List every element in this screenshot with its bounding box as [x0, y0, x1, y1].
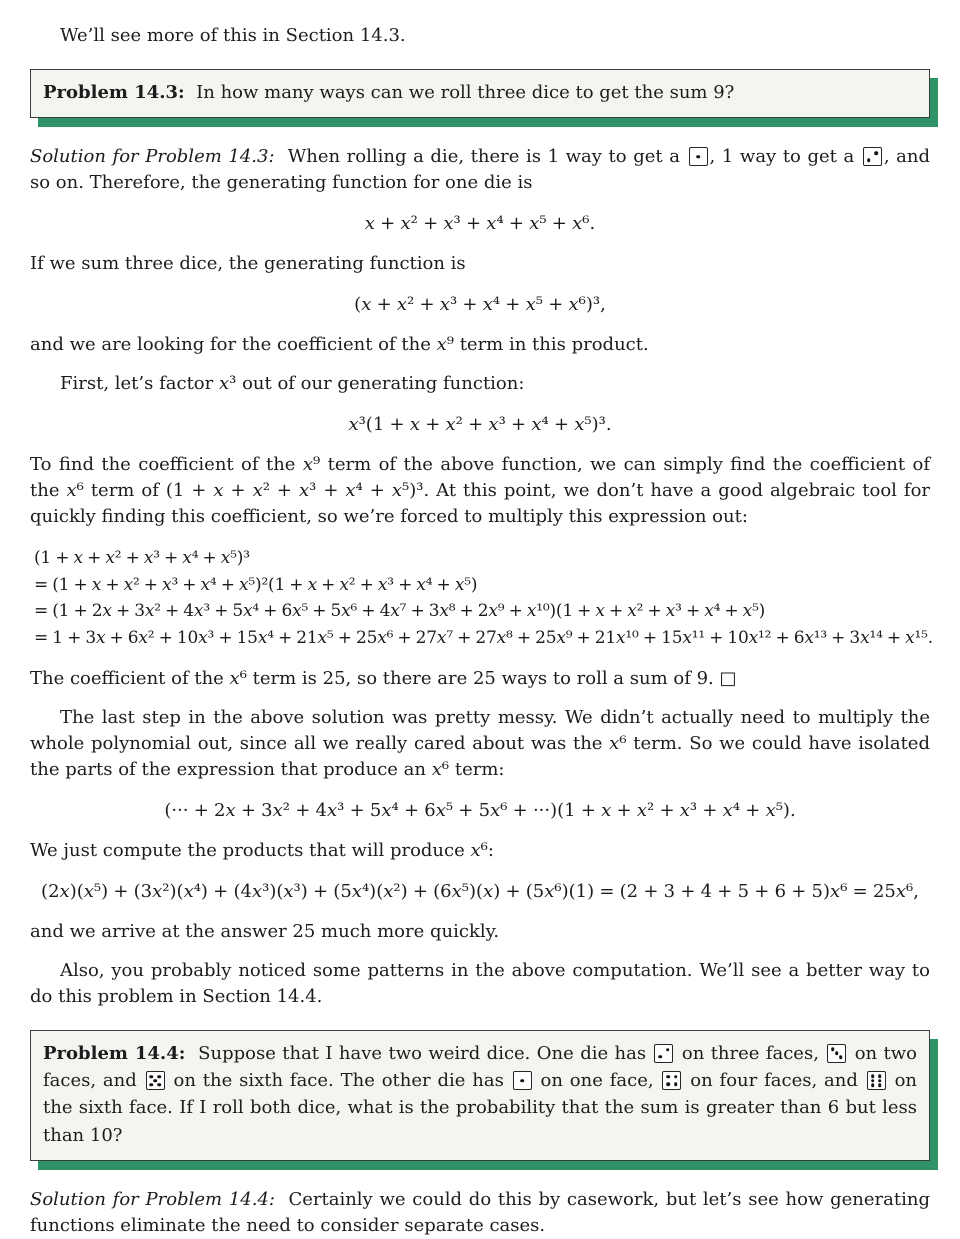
solution-label: Solution for Problem 14.3: [30, 146, 275, 168]
text-run: term of the above function, we can simply find the coefficient of the [30, 454, 930, 502]
die-pip [658, 1055, 662, 1059]
text-run: on two faces, and [43, 1042, 918, 1092]
die-pip [835, 1051, 839, 1055]
problem-14-3-box [30, 69, 930, 118]
paragraph-coefficient-25 [30, 666, 930, 692]
die-pip [153, 1079, 157, 1083]
die-6-icon [867, 1071, 886, 1090]
die-pip [839, 1056, 843, 1060]
die-pip [878, 1074, 882, 1078]
formula-products-x6: (2x)(x⁵) + (3x²)(x⁴) + (4x³)(x³) + (5x⁴)(x²) + (6x⁵)(x) + (5x⁶)(1) = (2 + 3 + 4 + 5 + 6 + 5)x⁶ = 25x⁶, [41, 880, 919, 902]
paragraph-messy-step [30, 705, 930, 783]
text-run: term in this product. [453, 334, 649, 356]
paragraph-patterns [30, 958, 930, 1010]
text-run: : [487, 839, 494, 861]
inline-math: x⁹ [302, 454, 321, 476]
die-pip [666, 1075, 670, 1079]
die-pip [674, 1083, 678, 1087]
die-4-icon [662, 1071, 681, 1090]
die-pip [149, 1083, 153, 1087]
equation-line: = (1 + 2x + 3x² + 4x³ + 5x⁴ + 6x⁵ + 5x⁶ + 4x⁷ + 3x⁸ + 2x⁹ + x¹⁰)(1 + x + x² + x³ + x⁴ + x⁵) [34, 601, 766, 622]
text-run: First, let’s factor [60, 373, 219, 395]
text-run: The coefficient of the [30, 668, 230, 690]
text-run: on one face, [533, 1070, 661, 1092]
die-pip [157, 1075, 161, 1079]
solution-14-3-paragraph [30, 144, 930, 196]
equation-line: = (1 + x + x² + x³ + x⁴ + x⁵)²(1 + x + x² + x³ + x⁴ + x⁵) [34, 574, 478, 595]
formula-factored-gf: x³(1 + x + x² + x³ + x⁴ + x⁵)³. [348, 414, 612, 436]
inline-math: x³ [218, 373, 237, 395]
equation-line: = 1 + 3x + 6x² + 10x³ + 15x⁴ + 21x⁵ + 25x⁶ + 27x⁷ + 27x⁸ + 25x⁹ + 21x¹⁰ + 15x¹¹ + 10x¹² + 6x¹³ + 3x¹⁴ + x¹⁵. [34, 627, 933, 648]
die-pip [831, 1047, 835, 1051]
text-run: term. So we could have isolated the parts of the expression that produce an [30, 732, 930, 780]
die-2-icon [654, 1044, 673, 1063]
die-pip [871, 1079, 875, 1083]
inline-math: x⁹ [436, 334, 454, 356]
text-run: and we arrive at the answer 25 much more quickly. [30, 921, 500, 943]
paragraph-coefficient-x9 [30, 332, 930, 358]
text-run: and we are looking for the coefficient of the [30, 334, 437, 356]
die-pip [874, 152, 878, 156]
die-pip [871, 1083, 875, 1087]
inline-math: x⁶ [470, 839, 488, 861]
solution-14-4-paragraph [30, 1187, 930, 1239]
problem-statement [43, 1040, 917, 1149]
paragraph-factor-x3 [30, 371, 930, 397]
die-pip [666, 1048, 670, 1052]
paragraph-find-coefficient [30, 452, 930, 530]
text-run: on the sixth face. The other die has [166, 1070, 511, 1092]
paragraph-compute-products [30, 838, 930, 864]
text-run: on the sixth face. If I roll both dice, what is the probability that the sum is greater than 6 but less than 10? [43, 1070, 917, 1146]
solution-label: Solution for Problem 14.4: [30, 1189, 275, 1211]
paragraph-answer-25 [30, 919, 930, 945]
problem-label: Problem 14.3: [43, 81, 185, 103]
text-run: We just compute the products that will produce [30, 839, 471, 861]
die-pip [696, 155, 700, 159]
die-pip [149, 1075, 153, 1079]
text-run: term is 25, so there are 25 ways to roll a sum of 9. □ [246, 668, 737, 690]
die-3-icon [827, 1044, 846, 1063]
equation-expansion-block [34, 545, 933, 651]
die-pip [520, 1079, 524, 1083]
intro-paragraph [30, 23, 930, 49]
text-run: , and so on. Therefore, the generating function for one die is [30, 146, 930, 194]
text-run: out of our generating function: [236, 373, 525, 395]
text-run: The last step in the above solution was pretty messy. We didn’t actually need to multiply the whole polynomial out, since all we really cared about was the [30, 707, 930, 754]
problem-14-4-box [30, 1030, 930, 1161]
problem-statement [43, 79, 917, 106]
text-run: To find the coefficient of the [30, 454, 303, 476]
formula-one-die-gf: x + x² + x³ + x⁴ + x⁵ + x⁶. [364, 213, 596, 235]
die-pip [878, 1079, 882, 1083]
die-pip [674, 1075, 678, 1079]
text-run: Certainly we could do this by casework, but let’s see how generating functions eliminate the need to consider separate cases. [30, 1189, 930, 1237]
text-run: , 1 way to get a [709, 146, 861, 168]
text-run: Suppose that I have two weird dice. One die has [185, 1042, 653, 1064]
paragraph-sum-three-dice [30, 251, 930, 277]
text-run: term: [449, 758, 505, 780]
inline-math: x⁶ [229, 668, 247, 690]
equation-line: (1 + x + x² + x³ + x⁴ + x⁵)³ [34, 548, 250, 569]
die-5-icon [146, 1071, 165, 1090]
inline-math: x⁶ [431, 758, 450, 780]
inline-math: x⁶ [66, 480, 84, 502]
die-1-icon [689, 147, 708, 166]
die-1-icon [513, 1071, 532, 1090]
die-pip [871, 1074, 875, 1078]
text-run: Also, you probably noticed some patterns in the above computation. We’ll see a better way to do this problem in Section 14.4. [30, 959, 930, 1007]
text-run: on four faces, and [683, 1070, 865, 1092]
text-run: . At this point, we don’t have a good algebraic tool for quickly finding this coefficient, so we’re forced to multiply this expression out: [30, 480, 931, 528]
formula-isolated-parts: (··· + 2x + 3x² + 4x³ + 5x⁴ + 6x⁵ + 5x⁶ + ···)(1 + x + x² + x³ + x⁴ + x⁵). [164, 799, 796, 821]
text-run: on three faces, [675, 1042, 826, 1064]
text-run: We’ll see more of this in Section 14.3. [60, 25, 406, 46]
die-pip [878, 1083, 882, 1087]
die-pip [157, 1083, 161, 1087]
text-run: In how many ways can we roll three dice to get the sum 9? [184, 81, 735, 103]
inline-math: (1 + x + x² + x³ + x⁴ + x⁵)³ [165, 480, 424, 502]
text-run: If we sum three dice, the generating function is [30, 253, 466, 275]
text-run: term of [83, 480, 166, 502]
die-pip [867, 158, 871, 162]
problem-label: Problem 14.4: [43, 1042, 186, 1064]
text-run: When rolling a die, there is 1 way to get a [274, 146, 687, 168]
die-pip [666, 1083, 670, 1087]
die-2-icon [863, 147, 882, 166]
formula-three-dice-gf: (x + x² + x³ + x⁴ + x⁵ + x⁶)³, [354, 294, 606, 316]
inline-math: x⁶ [609, 732, 627, 754]
